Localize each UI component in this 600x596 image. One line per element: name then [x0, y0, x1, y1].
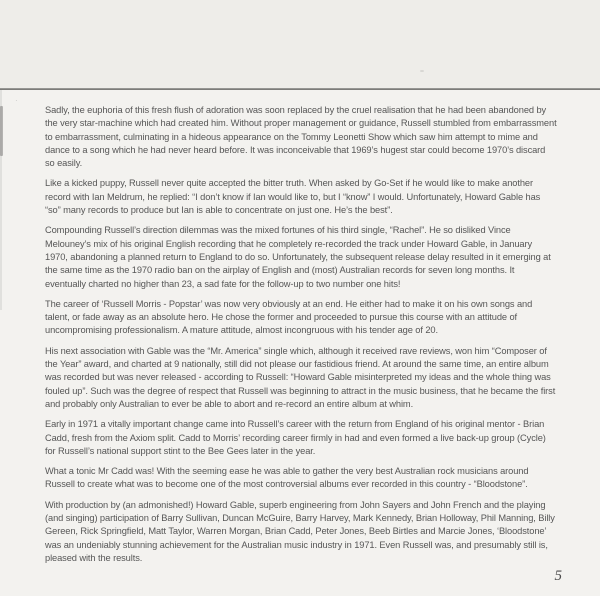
- page-top-margin: [0, 0, 600, 88]
- paragraph-5: His next association with Gable was the “Mr. America” single which, although it received rave reviews, won him “Composer of the Year” award, and charted at 9 nationally, still did not please our fastidious friend. At around the same time, an entire album was recorded but was never released - according to Russell: “Howard Gable misinterpreted my ideas and the whole thing was fouled up”. Such was the degree of respect that Russell was beginning to attract in the music business, that he became the first and probably only Australian to ever be able to abort and re-record an entire album at whim.: [45, 345, 556, 409]
- paragraph-4: The career of ‘Russell Morris - Popstar’ was now very obviously at an end. He either had to make it on his own songs and talent, or fade away as an absolute hero. He chose the former and proceeded to pursue this course with an attitude of uncompromising professionalism. A mature attitude, almost incongruous with his tender age of 20.: [45, 298, 533, 336]
- paragraph-2: Like a kicked puppy, Russell never quite accepted the bitter truth. When asked by Go-Set if he would like to make another record with Ian Meldrum, he replied: “I don’t know if Ian would like to, but I “know” I would. Unfortunately, Howard Gable has “so” many records to produce but Ian is able to concentrate on just one. He’s the best”.: [45, 178, 541, 216]
- paragraph-6: Early in 1971 a vitally important change came into Russell’s career with the return from England of his original mentor - Brian Cadd, fresh from the Axiom split. Cadd to Morris’ recording career firmly in had and even formed a live back-up group (Cycle) for Russell’s national support stint to the Bee Gees later in the year.: [45, 419, 546, 456]
- paragraph-8: With production by (an admonished!) Howard Gable, superb engineering from John Sayers and John French and the playing (and singing) participation of Barry Sullivan, Duncan McGuire, Barry Harvey, Mark Kennedy, Brian Holloway, Phil Manning, Billy Gereen, Rick Springfield, Matt Taylor, Warren Morgan, Brian Cadd, Peter Jones, Beeb Birtles and Marcie Jones, ‘Bloodstone’ was an undeniably stunning achievement for the Australian music industry in 1971. Even Russell was, and presumably still is, pleased with the results.: [45, 499, 555, 563]
- paragraph-1: Sadly, the euphoria of this fresh flush of adoration was soon replaced by the cruel realisation that he had been abandoned by the very star-machine which had created him. Without proper management or guidance, Russell stumbled from embarrassment to embarrassment, culminating in a hideous appearance on the Tommy Leonetti Show which saw him attempt to mime and dance to a song which he had never heard before. It was inconceivable that 1969’s hugest star could become 1970’s discard so easily.: [45, 105, 557, 169]
- liner-notes-text-block: [45, 104, 557, 572]
- paragraph-3: Compounding Russell’s direction dilemmas was the mixed fortunes of his third single, “Rachel”. He so disliked Vince Melouney’s mix of his original English recording that he completely re-recorded the track under Howard Gable, in January 1970, abandoning a planned return to England to do so. Unfortunately, the subsequent release delay resulted in it emerging at the same time as the 1970 radio ban on the airplay of English and (most) Australian records for seven long months. It eventually charted no higher than 23, a sad fate for the follow-up to two number one hits!: [45, 225, 551, 289]
- horizontal-rule: [0, 88, 600, 90]
- scan-smudge: ·: [15, 96, 18, 105]
- page-number: 5: [554, 568, 562, 584]
- paragraph-7: What a tonic Mr Cadd was! With the seeming ease he was able to gather the very best Australian rock musicians around Russell to create what was to become one of the most controversial albums ever recorded in this country - “Bloodstone”.: [45, 466, 529, 490]
- scan-speckle: [420, 70, 424, 72]
- scan-edge-shadow: [0, 90, 2, 310]
